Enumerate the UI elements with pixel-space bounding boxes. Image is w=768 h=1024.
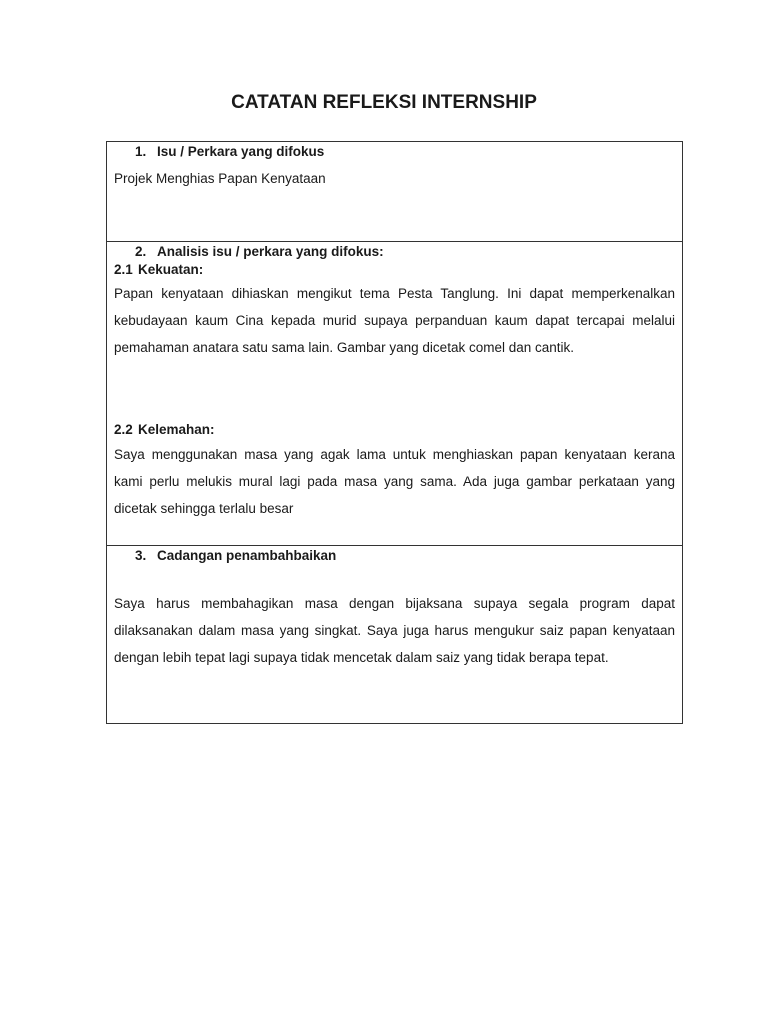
page-title: CATATAN REFLEKSI INTERNSHIP xyxy=(231,92,537,113)
section-number: 2. xyxy=(135,244,147,259)
strengths-text: Papan kenyataan dihiaskan mengikut tema Pesta Tanglung. Ini dapat memperkenalkan kebudayaan kaum Cina kepada murid supaya perpanduan kaum dapat tercapai melalui pemahaman anatara satu sama lain. Gambar yang dicetak comel dan cantik. xyxy=(114,286,675,355)
subsection-heading-strengths xyxy=(114,261,675,279)
section-heading xyxy=(114,243,675,261)
section-analysis xyxy=(107,242,682,546)
subsection-number: 2.1 xyxy=(114,262,133,277)
reflection-table xyxy=(106,141,683,724)
weaknesses-text: Saya menggunakan masa yang agak lama untuk menghiaskan papan kenyataan kerana kami perlu melukis mural lagi pada masa yang sama. Ada juga gambar perkataan yang dicetak sehingga terlalu besar xyxy=(114,447,675,516)
subsection-heading-text: Kelemahan: xyxy=(138,422,215,437)
section-improvement xyxy=(107,546,682,723)
section-heading-text: Cadangan penambahbaikan xyxy=(157,548,337,563)
subsection-heading-text: Kekuatan: xyxy=(138,262,204,277)
improvement-text: Saya harus membahagikan masa dengan bijaksana supaya segala program dapat dilaksanakan dalam masa yang singkat. Saya juga harus mengukur saiz papan kenyataan dengan lebih tepat lagi supaya tidak mencetak dalam saiz yang tidak berapa tepat. xyxy=(114,596,675,665)
section-heading xyxy=(114,143,675,161)
section-number: 3. xyxy=(135,548,147,563)
section-heading-text: Analisis isu / perkara yang difokus: xyxy=(157,244,384,259)
section-content: Projek Menghias Papan Kenyataan xyxy=(114,171,326,186)
subsection-heading-weaknesses xyxy=(114,421,675,439)
section-number: 1. xyxy=(135,144,147,159)
section-issue xyxy=(107,142,682,242)
subsection-number: 2.2 xyxy=(114,422,133,437)
section-heading xyxy=(114,547,675,565)
section-heading-text: Isu / Perkara yang difokus xyxy=(157,144,325,159)
